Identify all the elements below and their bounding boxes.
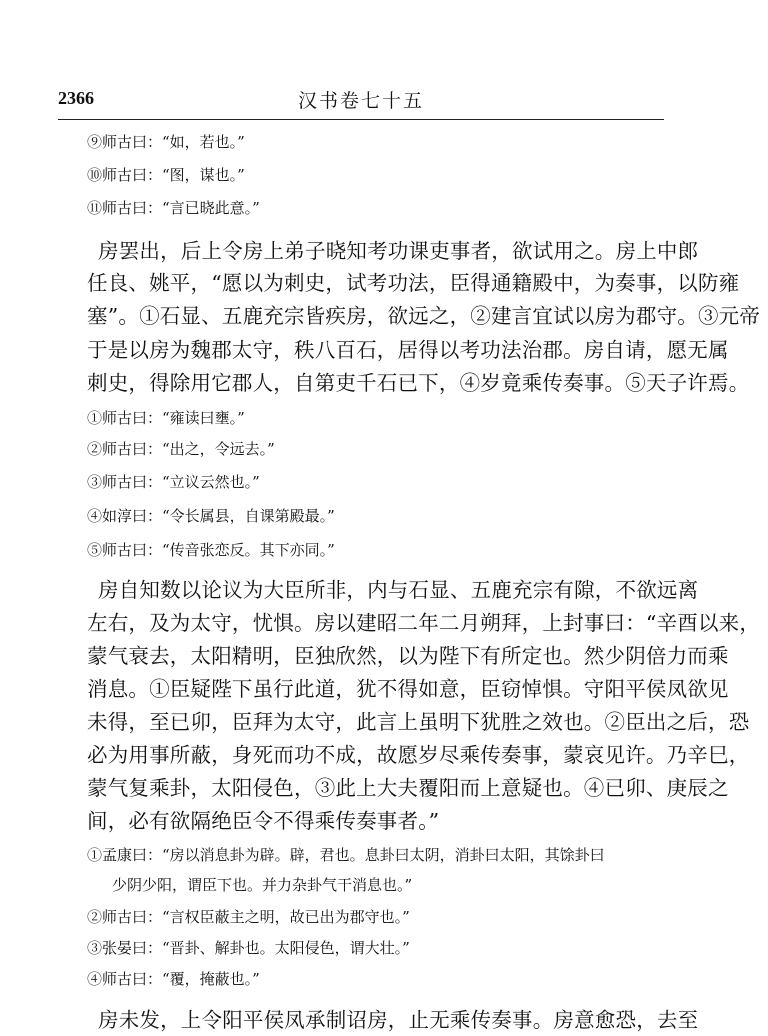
body-text-line: 左右，及为太守，忧惧。房以建昭二年二月朔拜，上封事曰：“辛酉以来， xyxy=(87,611,761,635)
annotation-line: ①师古曰：“雍读曰壅。” xyxy=(87,409,245,427)
body-text-line: 蒙气衰去，太阳精明，臣独欣然，以为陛下有所定也。然少阴倍力而乘 xyxy=(87,644,729,668)
body-text-line: 房罢出，后上令房上弟子晓知考功课吏事者，欲试用之。房上中郎 xyxy=(98,239,699,263)
annotation-line: ⑤师古曰：“传音张恋反。其下亦同。” xyxy=(87,541,335,559)
annotation-line: ⑩师古曰：“图，谋也。” xyxy=(87,166,245,184)
body-text-line: 间，必有欲隔绝臣令不得乘传奏事者。” xyxy=(87,809,440,833)
body-text-line: 房未发，上令阳平侯凤承制诏房，止无乘传奏事。房意愈恐，去至 xyxy=(98,1008,699,1032)
annotation-continuation-line: 少阴少阳，谓臣下也。并力杂卦气干消息也。” xyxy=(112,876,413,894)
body-text-line: 未得，至已卯，臣拜为太守，此言上虽明下犹胜之效也。②臣出之后，恐 xyxy=(87,710,750,734)
running-title: 汉书卷七十五 xyxy=(297,90,424,112)
annotation-line: ②师古曰：“言权臣蔽主之明，故已出为郡守也。” xyxy=(87,908,410,926)
annotation-line: ④如淳曰：“令长属县，自课第殿最。” xyxy=(87,507,335,525)
header-rule xyxy=(58,119,664,120)
body-text-line: 消息。①臣疑陛下虽行此道，犹不得如意，臣窃悼惧。守阳平侯凤欲见 xyxy=(87,677,729,701)
body-text-line: 于是以房为魏郡太守，秩八百石，居得以考功法治郡。房自请，愿无属 xyxy=(87,338,729,362)
body-text-line: 房自知数以论议为大臣所非，内与石显、五鹿充宗有隙，不欲远离 xyxy=(98,578,699,602)
annotation-line: ③张晏曰：“晋卦、解卦也。太阳侵色，谓大壮。” xyxy=(87,939,410,957)
annotation-line: ④师古曰：“覆，掩蔽也。” xyxy=(87,970,260,988)
annotation-line: ①孟康曰：“房以消息卦为辟。辟，君也。息卦曰太阴，消卦曰太阳，其馀卦曰 xyxy=(87,846,605,864)
body-text-line: 任良、姚平，“愿以为刺史，试考功法，臣得通籍殿中，为奏事，以防雍 xyxy=(87,271,740,295)
annotation-line: ⑪师古曰：“言已晓此意。” xyxy=(87,199,260,217)
body-text-line: 塞”。①石显、五鹿充宗皆疾房，欲远之，②建言宜试以房为郡守。③元帝 xyxy=(87,304,761,328)
body-text-line: 刺史，得除用它郡人，自第吏千石已下，④岁竟乘传奏事。⑤天子许焉。 xyxy=(87,371,750,395)
annotation-line: ②师古曰：“出之，令远去。” xyxy=(87,440,275,458)
page-number: 2366 xyxy=(58,88,94,108)
body-text-line: 蒙气复乘卦，太阳侵色，③此上大夫覆阳而上意疑也。④已卯、庚辰之 xyxy=(87,776,729,800)
page-header xyxy=(58,86,664,116)
annotation-line: ⑨师古曰：“如，若也。” xyxy=(87,133,245,151)
annotation-line: ③师古曰：“立议云然也。” xyxy=(87,473,260,491)
body-text-line: 必为用事所蔽，身死而功不成，故愿岁尽乘传奏事，蒙哀见许。乃辛巳， xyxy=(87,743,750,767)
